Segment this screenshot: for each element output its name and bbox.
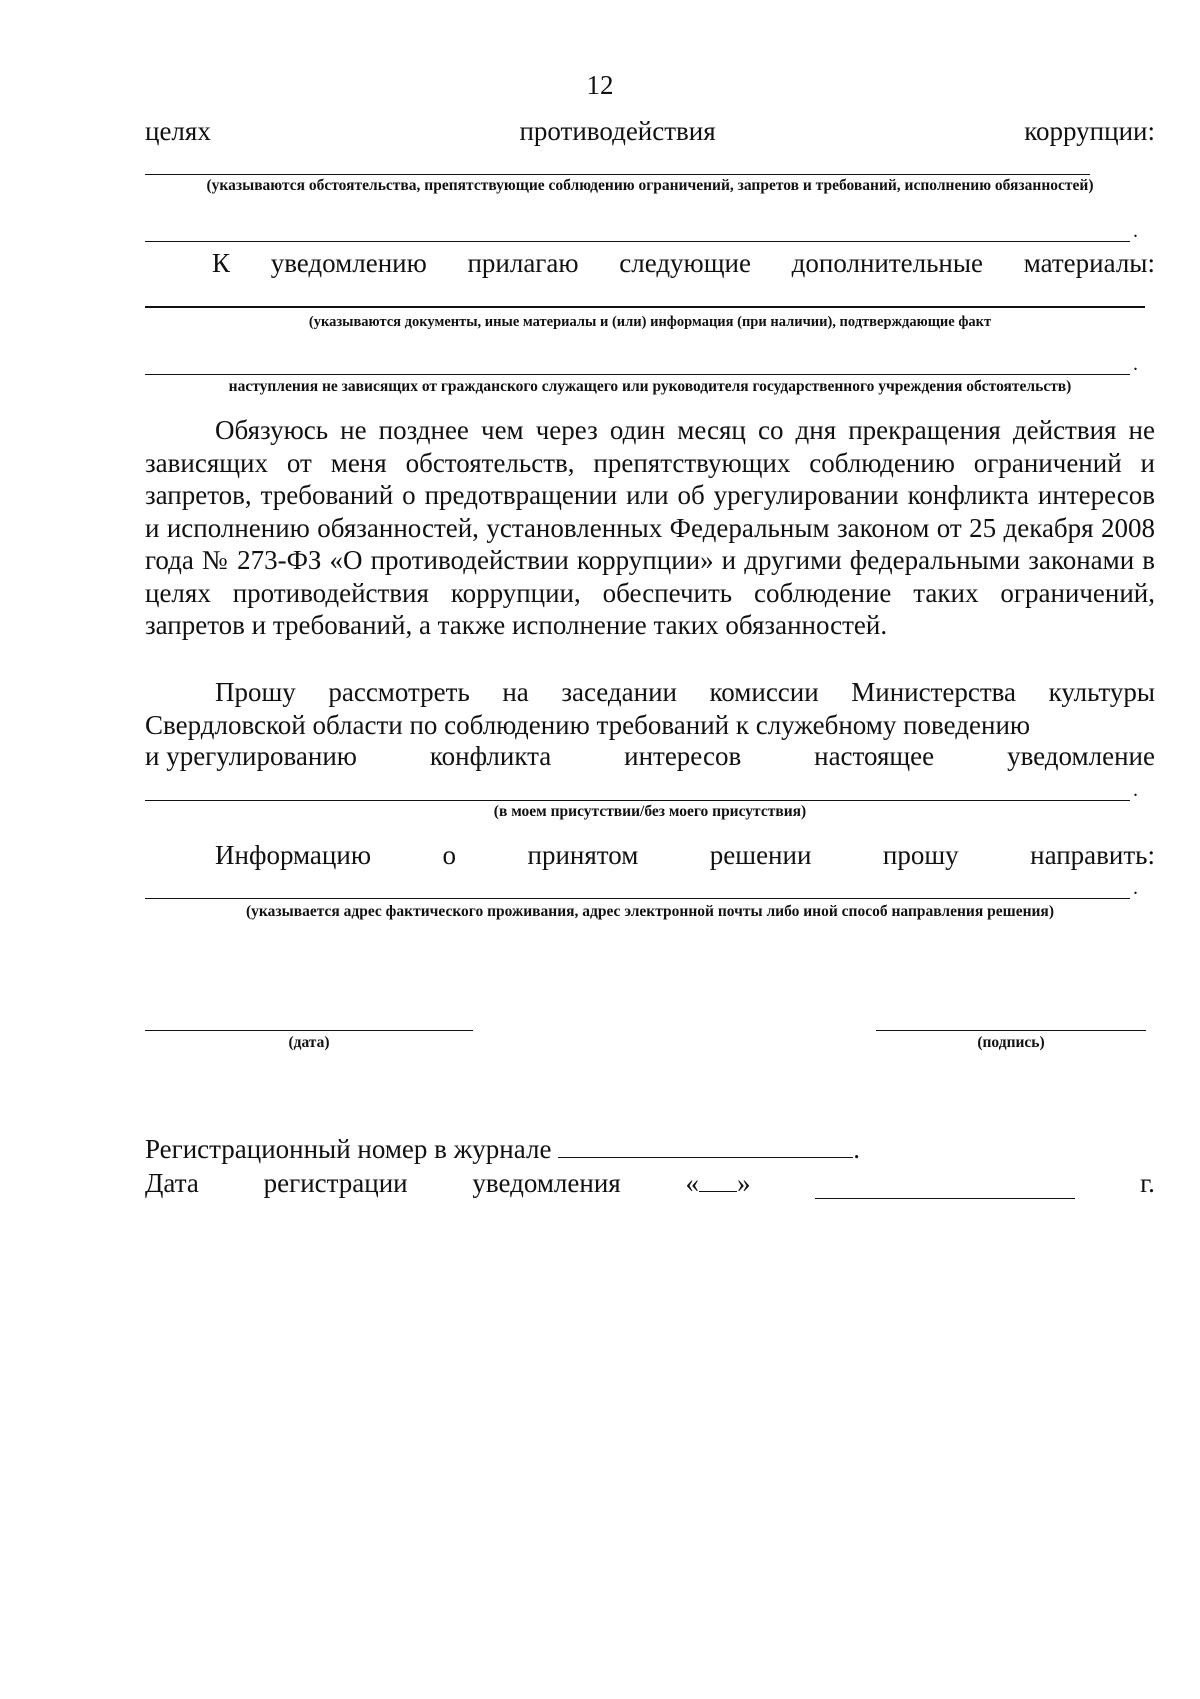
blank-line [145,241,1130,242]
request-paragraph: Прошу рассмотреть на заседании комиссии Министерства культуры Свердловской области по соблюдению требований к служебному поведению [145,677,1155,740]
word: дополнительные [791,248,983,278]
word: материалы: [1023,248,1155,278]
period: . [1133,779,1138,801]
day-field: « » [685,1168,751,1198]
blank-line [145,374,1130,375]
word: Дата [145,1168,199,1198]
blank-line [145,898,1130,899]
blank-line [145,800,1130,801]
word: решении [709,840,812,870]
note-presence: (в моем присутствии/без моего присутствия) [493,803,807,820]
word: прошу [882,840,959,870]
word: настоящее [814,741,935,771]
word: коррупции: [1024,116,1155,146]
signature-label: (подпись) [977,1034,1045,1051]
obligation-paragraph: Обязуюсь не позднее чем через один месяц со дня прекращения действия не зависящих от меня обстоятельств, препятствующих соблюдению ограничений и запретов, требований о предотвращении или об урегулировании конфликта интересов и исполнению обязанностей, установленных Федеральным законом от 25 декабря 2008 года № 273-ФЗ «О противодействии коррупции» и другими федеральными законами в целях противодействия коррупции, обеспечить соблюдение таких ограничений, запретов и требований, а также исполнение таких обязанностей. [145,415,1155,640]
word: следующие [619,248,751,278]
blank-line [145,174,1090,175]
period: . [1133,877,1138,899]
registration-date [145,1168,1155,1199]
word: конфликта [429,741,552,771]
word: уведомлению [270,248,427,278]
word: противодействия [519,116,716,146]
word: Информацию [215,840,371,870]
word: направить: [1030,840,1155,870]
word: и урегулированию [145,741,357,771]
word: целях [145,116,211,146]
line-attach [212,248,1155,279]
note-circumstances-2: наступления не зависящих от гражданского служащего или руководителя государственного учреждения обстоятельств) [228,378,1072,395]
word: уведомления [472,1168,621,1198]
date-label: (дата) [288,1034,330,1051]
period: . [1133,220,1138,242]
month-year-field [815,1176,1075,1199]
note-documents: (указываются документы, иные материалы и (или) информация (при наличии), подтверждающие факт [308,314,992,330]
period: . [1133,353,1138,375]
blank-line [145,306,1145,308]
note-circumstances: (указываются обстоятельства, препятствующие соблюдению ограничений, запретов и требований, исполнению обязанностей) [206,177,1094,194]
signature-line [876,1030,1146,1031]
word: прилагаю [467,248,579,278]
line-request-end [145,741,1155,772]
line-purpose [145,116,1155,147]
word: принятом [527,840,639,870]
word: г. [1140,1168,1155,1198]
date-line [145,1030,473,1031]
note-address: (указывается адрес фактического проживания, адрес электронной почты либо иной способ направления решения) [246,903,1054,920]
word: регистрации [263,1168,408,1198]
word: интересов [624,741,742,771]
word: К [212,248,231,278]
line-info [215,840,1155,871]
word: уведомление [1007,741,1155,771]
registration-number: Регистрационный номер в журнале . [145,1134,860,1164]
word: о [442,840,456,870]
page-number: 12 [586,70,614,100]
